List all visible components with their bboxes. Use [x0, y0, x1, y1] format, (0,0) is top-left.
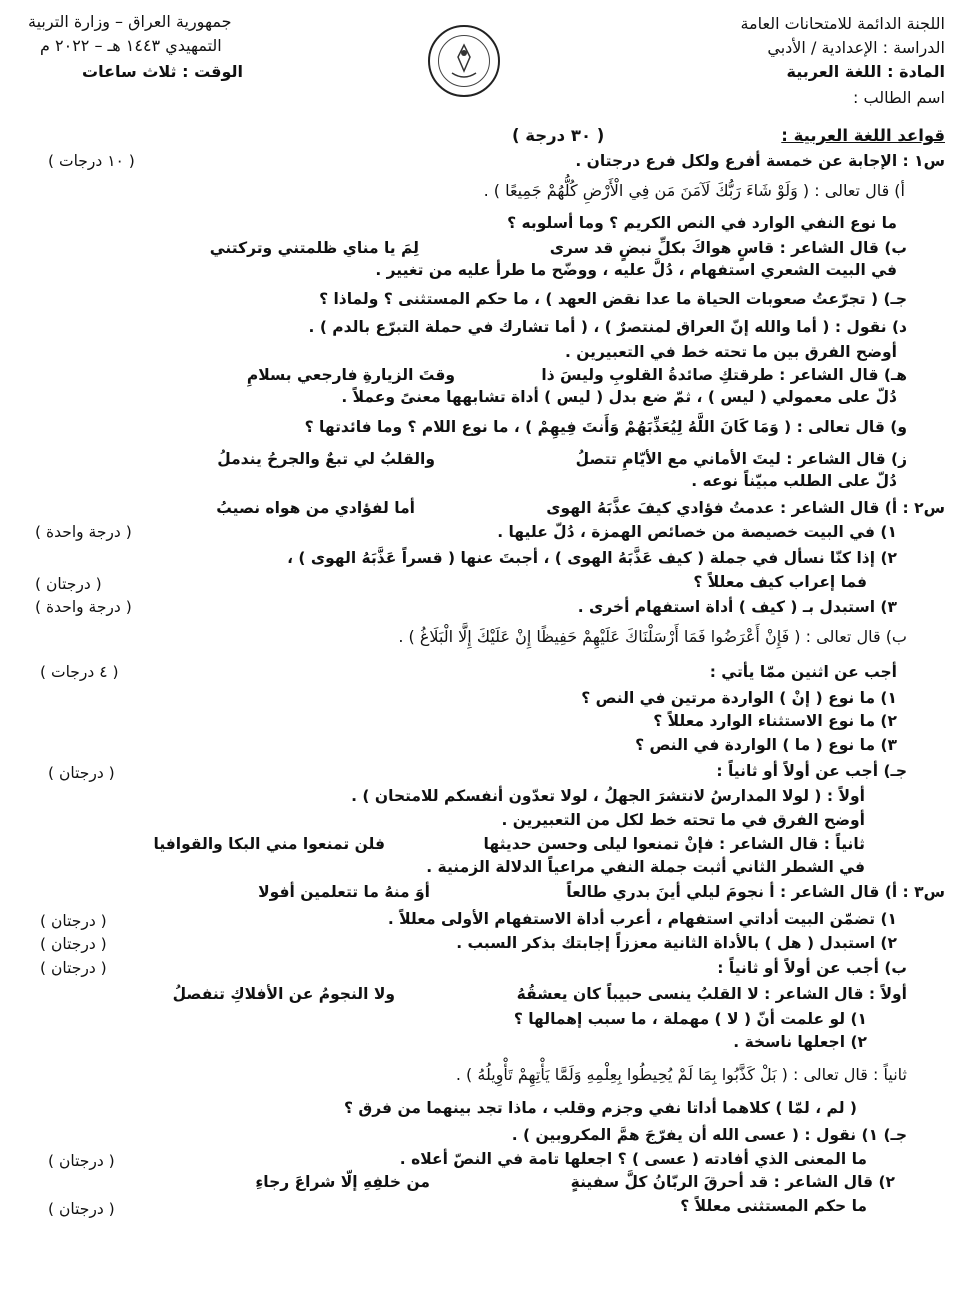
question-line: جـ) أجب عن أولاً أو ثانياً :: [716, 762, 907, 780]
question-line: في الشطر الثاني أثبت جملة النفي مراعياً الدلالة الزمنية .: [426, 858, 865, 876]
question-line: ( لم ، لمّا ) كلاهما أداتا نفي وجزم وقلب ، ماذا تجد بينهما من فرق ؟: [344, 1099, 857, 1117]
verse-second-half: فلن تمنعوا مني البكا والقوافيا: [153, 835, 385, 853]
question-line: أجب عن اثنين ممّا يأتي :: [709, 663, 897, 681]
subject-name: المادة : اللغة العربية: [786, 62, 945, 81]
question-line: ١) لو علمت أنّ ( لا ) مهملة ، ما سبب إهمالها ؟: [513, 1010, 867, 1028]
mark-label: ( درجة واحدة ): [35, 598, 132, 616]
study-branch: الدراسة : الإعدادية / الأدبي: [767, 38, 945, 57]
question-line: ب) أجب عن أولاً أو ثانياً :: [717, 959, 907, 977]
question-line: أوضح الفرق في ما تحته خط لكل من التعبيرين .: [501, 811, 865, 829]
mark-label: ( ١٠ درجات ): [48, 152, 135, 170]
question-line: د) نقول : ( أما والله إنّ العراق لمنتصرٌ ) ، ( أما تشارك في حملة التبرّع بالدم ) .: [308, 318, 907, 336]
section-total: ( ٣٠ درجة ): [512, 126, 605, 145]
verse-second-half: أوَ منهُ ما تتعلمين أفولا: [258, 883, 430, 901]
question-line: أولاً : قال الشاعر : لا القلبُ ينسى حبيباً كان يعشقُهُ: [516, 985, 907, 1003]
question-2-header: س٢ : أ) قال الشاعر : عدمتُ فؤادي كيفَ عذَّبَهُ الهوى: [546, 499, 945, 517]
question-line: دُلّ على الطلب مبيّناً نوعه .: [691, 472, 897, 490]
question-line: ١) في البيت خصيصة من خصائص الهمزة ، دُلّ عليها .: [497, 523, 897, 541]
verse-second-half: ولا النجومُ عن الأفلاكِ تنفصلُ: [172, 985, 395, 1003]
mark-label: ( درجتان ): [48, 1152, 115, 1170]
mark-label: ( درجتان ): [35, 575, 102, 593]
mark-label: ( درجتان ): [48, 1200, 115, 1218]
question-line: أولاً : ( لولا المدارسُ لانتشرَ الجهلُ ، لولا تعدّون أنفسكم للامتحان ) .: [351, 787, 865, 805]
question-line: ثانياً : قال تعالى : ( بَلْ كَذَّبُوا بِمَا لَمْ يُحِيطُوا بِعِلْمِهِ وَلَمَّا يَأْتِهِمْ تَأْوِيلُهُ ) .: [455, 1065, 907, 1084]
question-line: جـ) ١) نقول : ( عسى الله أن يفرّجَ همَّ المكروبين ) .: [511, 1126, 907, 1144]
question-line: أوضح الفرق بين ما تحته خط في التعبيرين .: [564, 343, 897, 361]
question-line: ٢) قال الشاعر : قد أحرقَ الربّانُ كلَّ سفينةٍ: [570, 1173, 895, 1191]
exam-session: التمهيدي ١٤٤٣ هـ – ٢٠٢٢ م: [40, 36, 222, 55]
question-line: ٣) استبدل بـ ( كيف ) أداة استفهام أخرى .: [577, 598, 897, 616]
mark-label: ( درجتان ): [40, 912, 107, 930]
question-line: و) قال تعالى : ( وَمَا كَانَ اللَّهُ لِيُعَذِّبَهُمْ وَأَنتَ فِيهِمْ ) ، ما نوع اللام ؟ وما فائدتها ؟: [304, 418, 907, 436]
question-line: هـ) قال الشاعر : طرقتكِ صائدةُ القلوبِ وليسَ ذا: [541, 366, 907, 384]
question-line: أ) قال تعالى : ( وَلَوْ شَاءَ رَبُّكَ لَآمَنَ مَن فِي الْأَرْضِ كُلُّهُمْ جَمِيعًا ) .: [483, 181, 905, 200]
verse-second-half: من خلفِهِ إلّا شراعَ رجاءِ: [255, 1173, 430, 1191]
question-1-header: س١ : الإجابة عن خمسة أفرع ولكل فرع درجتان .: [575, 152, 945, 170]
mark-label: ( درجة واحدة ): [35, 523, 132, 541]
student-name-label: اسم الطالب :: [853, 88, 945, 107]
question-line: ما نوع النفي الوارد في النص الكريم ؟ وما أسلوبه ؟: [507, 214, 897, 232]
question-line: ٢) إذا كنّا نسأل في جملة ( كيف عَذَّبَهُ الهوى ) ، أجبتَ عنها ( قسراً عَذَّبَهُ الهوى ) ،: [287, 549, 897, 567]
verse-second-half: وقتَ الزيارةِ فارجعي بسلامِ: [246, 366, 455, 384]
mark-label: ( درجتان ): [40, 959, 107, 977]
country-ministry: جمهورية العراق – وزارة التربية: [28, 12, 232, 31]
committee-name: اللجنة الدائمة للامتحانات العامة: [740, 14, 945, 33]
question-line: ١) ما نوع ( إنْ ) الواردة مرتين في النص ؟: [581, 689, 897, 707]
question-line: دُلّ على معمولي ( ليس ) ، ثمّ ضع بدل ( ليس ) أداة تشابهها معنىً وعملاً .: [341, 388, 897, 406]
question-line: ب) قال الشاعر : قاسٍ هواكَ بكلِّ نبضٍ قد سرى: [549, 239, 907, 257]
section-title: قواعد اللغة العربية :: [781, 126, 945, 145]
verse-second-half: لِمَ يا مناي ظلمتني وتركتني: [209, 239, 419, 257]
question-line: ز) قال الشاعر : ليتَ الأماني مع الأيّامِ تتصلُ: [575, 450, 907, 468]
question-line: في البيت الشعري استفهام ، دُلَّ عليه ، ووضّح ما طرأ عليه من تغيير .: [375, 261, 897, 279]
ministry-emblem-icon: [428, 25, 500, 97]
question-line: ٢) ما نوع الاستثناء الوارد معللاً ؟: [653, 712, 897, 730]
mark-label: ( ٤ درجات ): [40, 663, 119, 681]
question-3-header: س٣ : أ) قال الشاعر : أ نجومَ ليلي أينَ بدري طالعاً: [566, 883, 945, 901]
question-line: ٢) استبدل ( هل ) بالأداة الثانية معززاً إجابتك بذكر السبب .: [456, 934, 897, 952]
question-line: ما حكم المستثنى معللاً ؟: [680, 1197, 867, 1215]
question-line: فما إعراب كيف معللاً ؟: [693, 573, 867, 591]
question-line: ب) قال تعالى : ( فَإِنْ أَعْرَضُوا فَمَا أَرْسَلْنَاكَ عَلَيْهِمْ حَفِيظًا إِنْ عَلَيْكَ إِلَّا الْبَلَاغُ ) .: [398, 627, 907, 646]
verse-second-half: أما لفؤادي من هواه نصيبُ: [216, 499, 415, 517]
mark-label: ( درجتان ): [48, 764, 115, 782]
verse-second-half: والقلبُ لي تبعٌ والجرحُ يندملُ: [217, 450, 435, 468]
question-line: جـ) ( تجرّعتُ صعوبات الحياة ما عدا نقض العهد ) ، ما حكم المستثنى ؟ ولماذا ؟: [319, 290, 907, 308]
exam-duration: الوقت : ثلاث ساعات: [82, 62, 244, 81]
question-line: ثانياً : قال الشاعر : فإنْ تمنعوا ليلى وحسن حديثها: [483, 835, 865, 853]
mark-label: ( درجتان ): [40, 935, 107, 953]
question-line: ٢) اجعلها ناسخة .: [733, 1033, 867, 1051]
question-line: ١) تضمّن البيت أداتي استفهام ، أعرب أداة الاستفهام الأولى معللاً .: [387, 910, 897, 928]
question-line: ٣) ما نوع ( ما ) الواردة في النص ؟: [635, 736, 897, 754]
question-line: ما المعنى الذي أفادته ( عسى ) ؟ اجعلها تامة في النصّ أعلاه .: [399, 1150, 867, 1168]
